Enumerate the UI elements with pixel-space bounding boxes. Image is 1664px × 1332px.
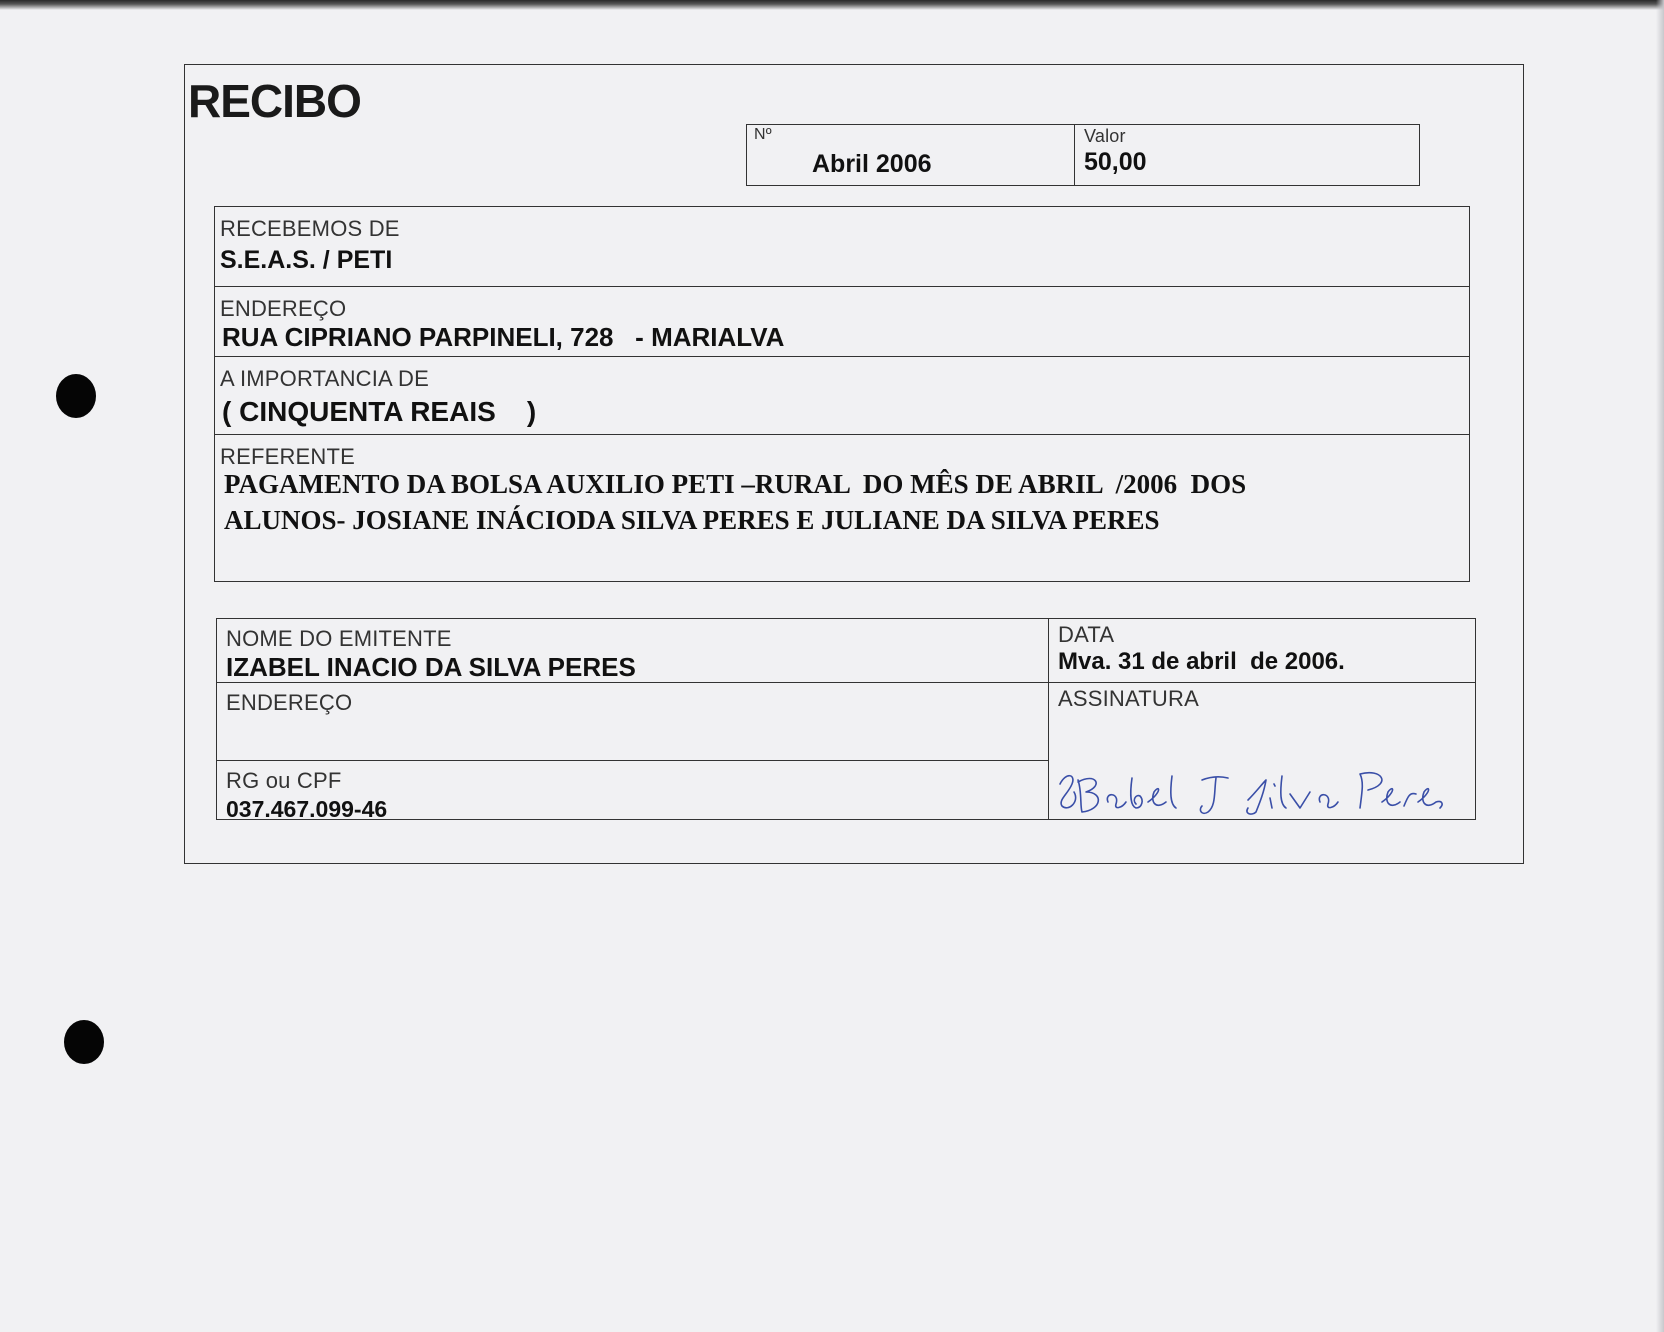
emitente-vertical-divider: [1048, 618, 1049, 820]
referente-label: REFERENTE: [220, 444, 356, 469]
numero-valor-divider: [1074, 124, 1075, 186]
nome-emitente-label: NOME DO EMITENTE: [226, 626, 452, 651]
endereco-value: RUA CIPRIANO PARPINELI, 728 - MARIALVA: [222, 322, 785, 352]
scan-right-edge: [1656, 0, 1664, 1332]
receipt-title: RECIBO: [188, 75, 361, 127]
referente-line-2: ALUNOS- JOSIANE INÁCIODA SILVA PERES E JULIANE DA SILVA PERES: [224, 505, 1160, 535]
importancia-value: ( CINQUENTA REAIS ): [222, 396, 537, 427]
scan-top-edge: [0, 0, 1664, 10]
referente-line-1: PAGAMENTO DA BOLSA AUXILIO PETI –RURAL DO MÊS DE ABRIL /2006 DOS: [224, 469, 1247, 499]
numero-value: Abril 2006: [812, 150, 932, 178]
rg-cpf-value: 037.467.099-46: [226, 796, 388, 822]
info-divider-1: [214, 286, 1470, 287]
punch-hole-top: [56, 374, 96, 418]
nome-emitente-value: IZABEL INACIO DA SILVA PERES: [226, 652, 636, 682]
info-divider-3: [214, 434, 1470, 435]
numero-label: Nº: [754, 126, 772, 143]
recebemos-de-value: S.E.A.S. / PETI: [220, 246, 393, 274]
assinatura-label: ASSINATURA: [1058, 686, 1199, 711]
data-label: DATA: [1058, 622, 1115, 647]
emitente-endereco-label: ENDEREÇO: [226, 690, 353, 715]
rg-cpf-label: RG ou CPF: [226, 768, 342, 793]
recebemos-de-label: RECEBEMOS DE: [220, 216, 400, 241]
emitente-divider-2: [216, 760, 1048, 761]
valor-label: Valor: [1084, 126, 1126, 146]
data-value: Mva. 31 de abril de 2006.: [1058, 648, 1345, 675]
importancia-label: A IMPORTANCIA DE: [220, 366, 429, 391]
info-divider-2: [214, 356, 1470, 357]
endereco-label: ENDEREÇO: [220, 296, 347, 321]
signature-image: [1052, 762, 1472, 822]
punch-hole-bottom: [64, 1020, 104, 1064]
valor-value: 50,00: [1084, 148, 1147, 176]
